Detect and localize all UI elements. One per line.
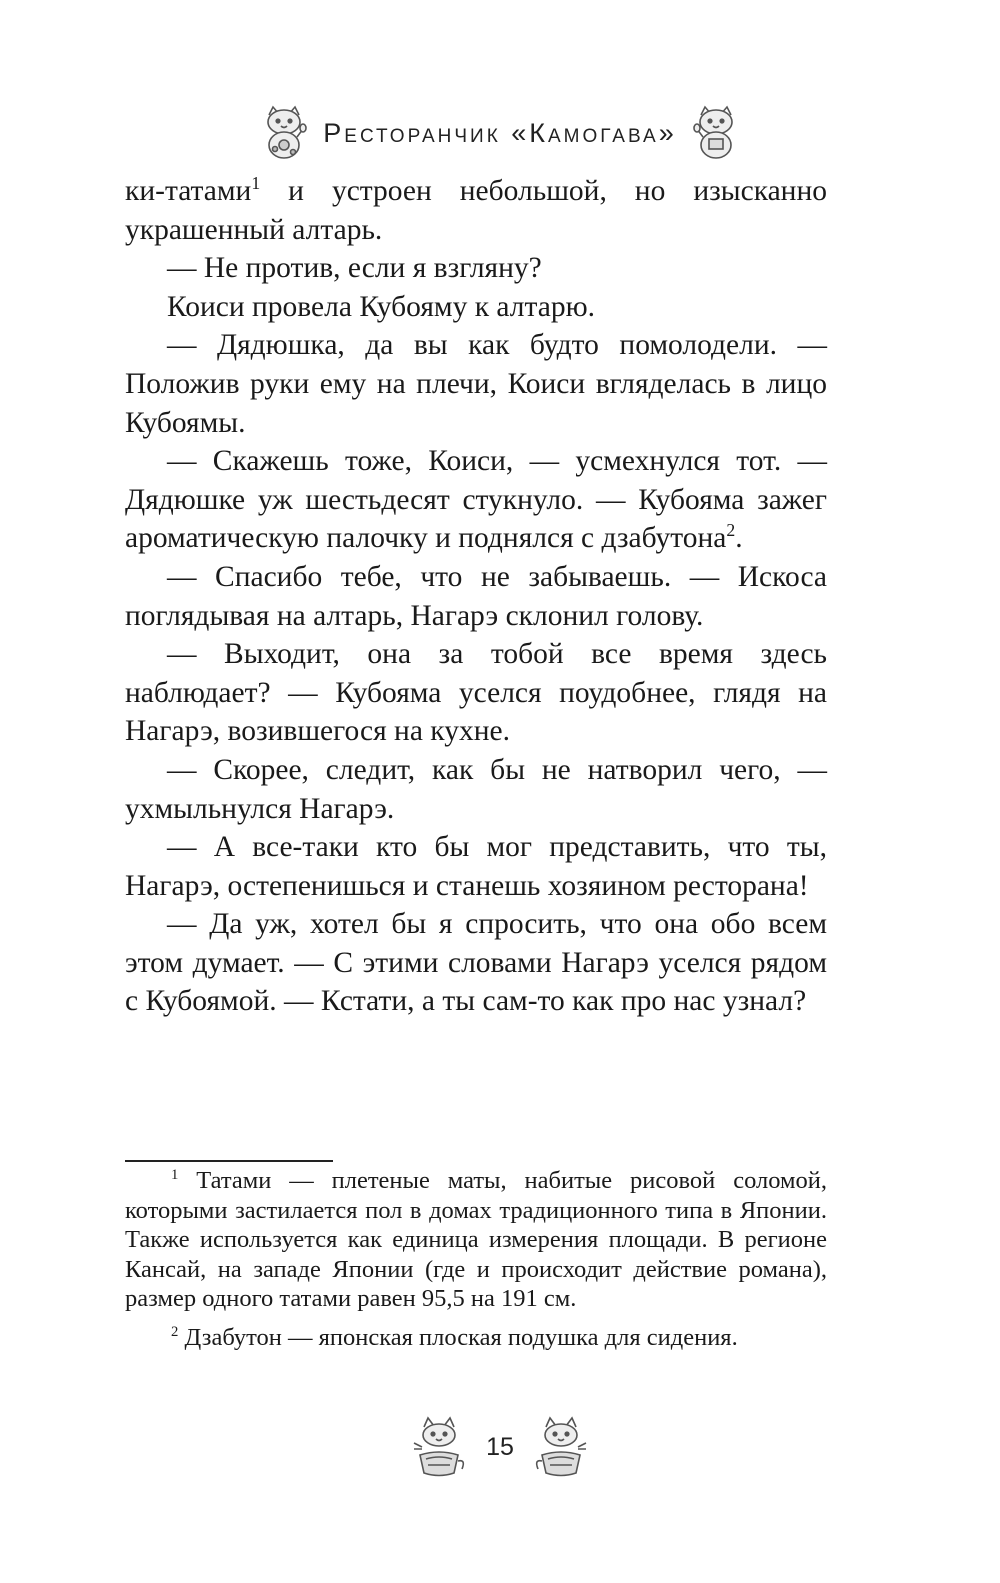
paragraph: — Выходит, она за тобой все время здесь наблюдает? — Кубояма уселся поудобнее, глядя на Нагарэ, возившегося на кухне. (125, 638, 827, 748)
page-footer (0, 1412, 1000, 1482)
footnote-ref: 1 (251, 173, 261, 194)
footnote-ref: 2 (726, 520, 736, 541)
paragraph: Коиси провела Кубояму к алтарю. (167, 290, 595, 323)
paragraph: — Дядюшка, да вы как будто помолодели. — Положив руки ему на плечи, Коиси вгляделась в лицо Кубоямы. (125, 329, 827, 439)
paragraph: — Спасибо тебе, что не забываешь. — Искоса поглядывая на алтарь, Нагарэ склонил голову. (125, 560, 827, 632)
paragraph: — Да уж, хотел бы я спросить, что она обо всем этом думает. — С этими словами Нагарэ уселся рядом с Кубоямой. — Кстати, а ты сам-то как про нас узнал? (125, 908, 827, 1018)
lucky-cat-icon (693, 105, 739, 161)
paragraph: — А все-таки кто бы мог представить, что ты, Нагарэ, остепенишься и станешь хозяином ресторана! (125, 831, 827, 902)
lucky-cat-icon (261, 105, 307, 161)
paragraph: — Скажешь тоже, Коиси, — усмехнулся тот. — Дядюшке уж шестьдесят стукнуло. — Кубояма зажег ароматическую палочку и поднялся с дзабутона$^2$. (125, 445, 827, 555)
footnote: $^1$ Татами — плетеные маты, набитые рисовой соломой, которыми застилается пол в домах традиционного типа в Японии. Также используется как единица измерения площади. В регионе Кансай, на западе Японии (где и происходит действие романа), размер одного татами равен 95,5 на 191 см. (125, 1166, 827, 1313)
paragraph: — Скорее, следит, как бы не натворил чего, — ухмыльнулся Нагарэ. (125, 753, 827, 825)
footnotes (125, 1166, 827, 1362)
footnote-divider (125, 1160, 333, 1162)
cat-with-bowl-icon (530, 1415, 590, 1479)
page-number: 15 (486, 1432, 514, 1461)
cat-with-bowl-icon (410, 1415, 470, 1479)
running-header (0, 103, 1000, 163)
body-text (125, 172, 827, 1021)
paragraph: — Не против, если я взгляну? (167, 252, 542, 285)
footnote-marker: 2 (171, 1323, 179, 1340)
running-title: Ресторанчик «Камогава» (323, 117, 677, 148)
paragraph: ки-татами$^1$ и устроен небольшой, но изысканно украшенный алтарь. (125, 173, 827, 246)
footnote: $^2$ Дзабутон — японская плоская подушка для сидения. (171, 1323, 738, 1351)
footnote-marker: 1 (171, 1166, 179, 1183)
